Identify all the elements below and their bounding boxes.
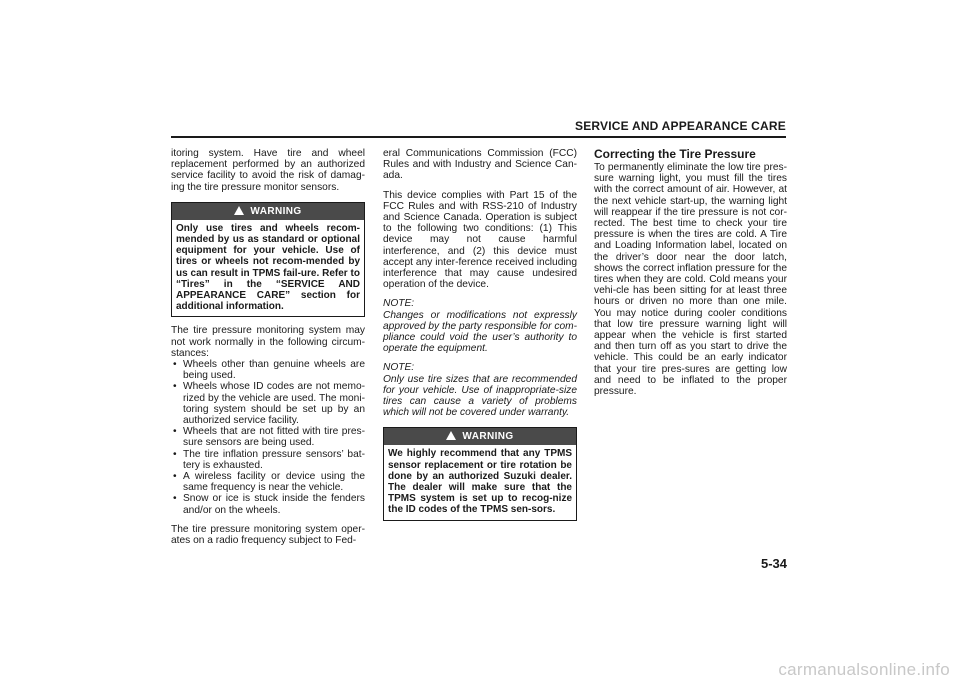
warning-triangle-icon	[446, 431, 456, 440]
list-item: • The tire inflation pressure sensors’ bat-tery is exhausted.	[171, 449, 365, 471]
note-text: Only use tire sizes that are recommended for your vehicle. Use of inappropriate-size tires can cause a variety of problems which will not be covered under warranty.	[383, 373, 577, 419]
intro-paragraph: itoring system. Have tire and wheel replacement performed by an authorized service facility to avoid the risk of damag-ing the tire pressure monitor sensors.	[171, 148, 365, 193]
body-paragraph: To permanently eliminate the low tire pres-sure warning light, you must fill the tires with the correct amount of air. However, at the next vehicle start-up, the warning light will reappear if the tire pressure is not cor-rected. The best time to check your tire pressure is when the tires are cold. A Tire and Loading Information label, located on the driver’s door near the door latch, shows the correct inflation pressure for the tires when they are cold. Cold means your vehi-cle has been sitting for at least three hours or driven no more than one mile. You may notice during cooler conditions that low tire pressure warning light will appear when the vehicle is first started and then turn off as you start to drive the vehicle. This could be an early indicator that your tire pres-sures are getting low and need to be inflated to the proper pressure.	[594, 162, 787, 398]
column-1	[171, 148, 365, 546]
note-label: NOTE:	[383, 298, 415, 310]
column-2	[383, 148, 577, 529]
column-3	[594, 148, 787, 397]
note-label: NOTE:	[383, 362, 415, 374]
page-number: 5-34	[760, 556, 787, 571]
warning-text: Only use tires and wheels recom-mended by us as standard or optional equipment for your vehicle. Use of tires or wheels not recom-mended by us can result in TPMS fail-ure. Refer to “Tires” in the “SERVICE AND APPEARANCE CARE” section for additional information.	[176, 222, 360, 313]
note-text: Changes or modifications not expressly approved by the party responsible for com-pliance could void the user’s authority to operate the equipment.	[383, 309, 577, 355]
warning-text: We highly recommend that any TPMS sensor replacement or tire rotation be done by an authorized Suzuki dealer. The dealer will make sure that the TPMS system is set up to recog-nize the ID codes of the TPMS sen-sors.	[388, 448, 572, 516]
warning-box	[171, 202, 365, 318]
warning-box	[383, 427, 577, 520]
list-item: • Wheels that are not fitted with tire pres-sure sensors are being used.	[171, 426, 365, 448]
warning-triangle-icon	[234, 206, 244, 215]
list-item: • Wheels other than genuine wheels are being used.	[171, 359, 365, 381]
watermark: carmanualsonline.info	[778, 660, 950, 679]
list-item: • A wireless facility or device using the same frequency is near the vehicle.	[171, 471, 365, 493]
list-item: • Snow or ice is stuck inside the fenders and/or on the wheels.	[171, 493, 365, 515]
circumstances-list	[171, 359, 365, 516]
warning-header	[384, 428, 576, 445]
compliance-paragraph: This device complies with Part 15 of the FCC Rules and with RSS-210 of Industry and Science Canada. Operation is subject to the following two conditions: (1) This device may not cause harmful interference, and (2) this device must accept any inter-ference received including interference that may cause undesired operation of the device.	[383, 189, 577, 291]
list-item: • Wheels whose ID codes are not memo-rized by the vehicle are used. The moni-toring system should be set up by an authorized service facility.	[171, 381, 365, 426]
header-rule	[171, 136, 786, 138]
warning-label: WARNING	[462, 431, 514, 443]
fcc-paragraph: eral Communications Commission (FCC) Rules and with Industry and Science Can-ada.	[383, 148, 577, 182]
circumstances-intro: The tire pressure monitoring system may not work normally in the following circum-stances:	[171, 325, 365, 359]
section-title: SERVICE AND APPEARANCE CARE	[575, 119, 786, 133]
warning-header	[172, 203, 364, 220]
warning-label: WARNING	[250, 205, 302, 217]
outro-paragraph: The tire pressure monitoring system oper-ates on a radio frequency subject to Fed-	[171, 523, 365, 547]
section-heading: Correcting the Tire Pressure	[594, 147, 756, 161]
